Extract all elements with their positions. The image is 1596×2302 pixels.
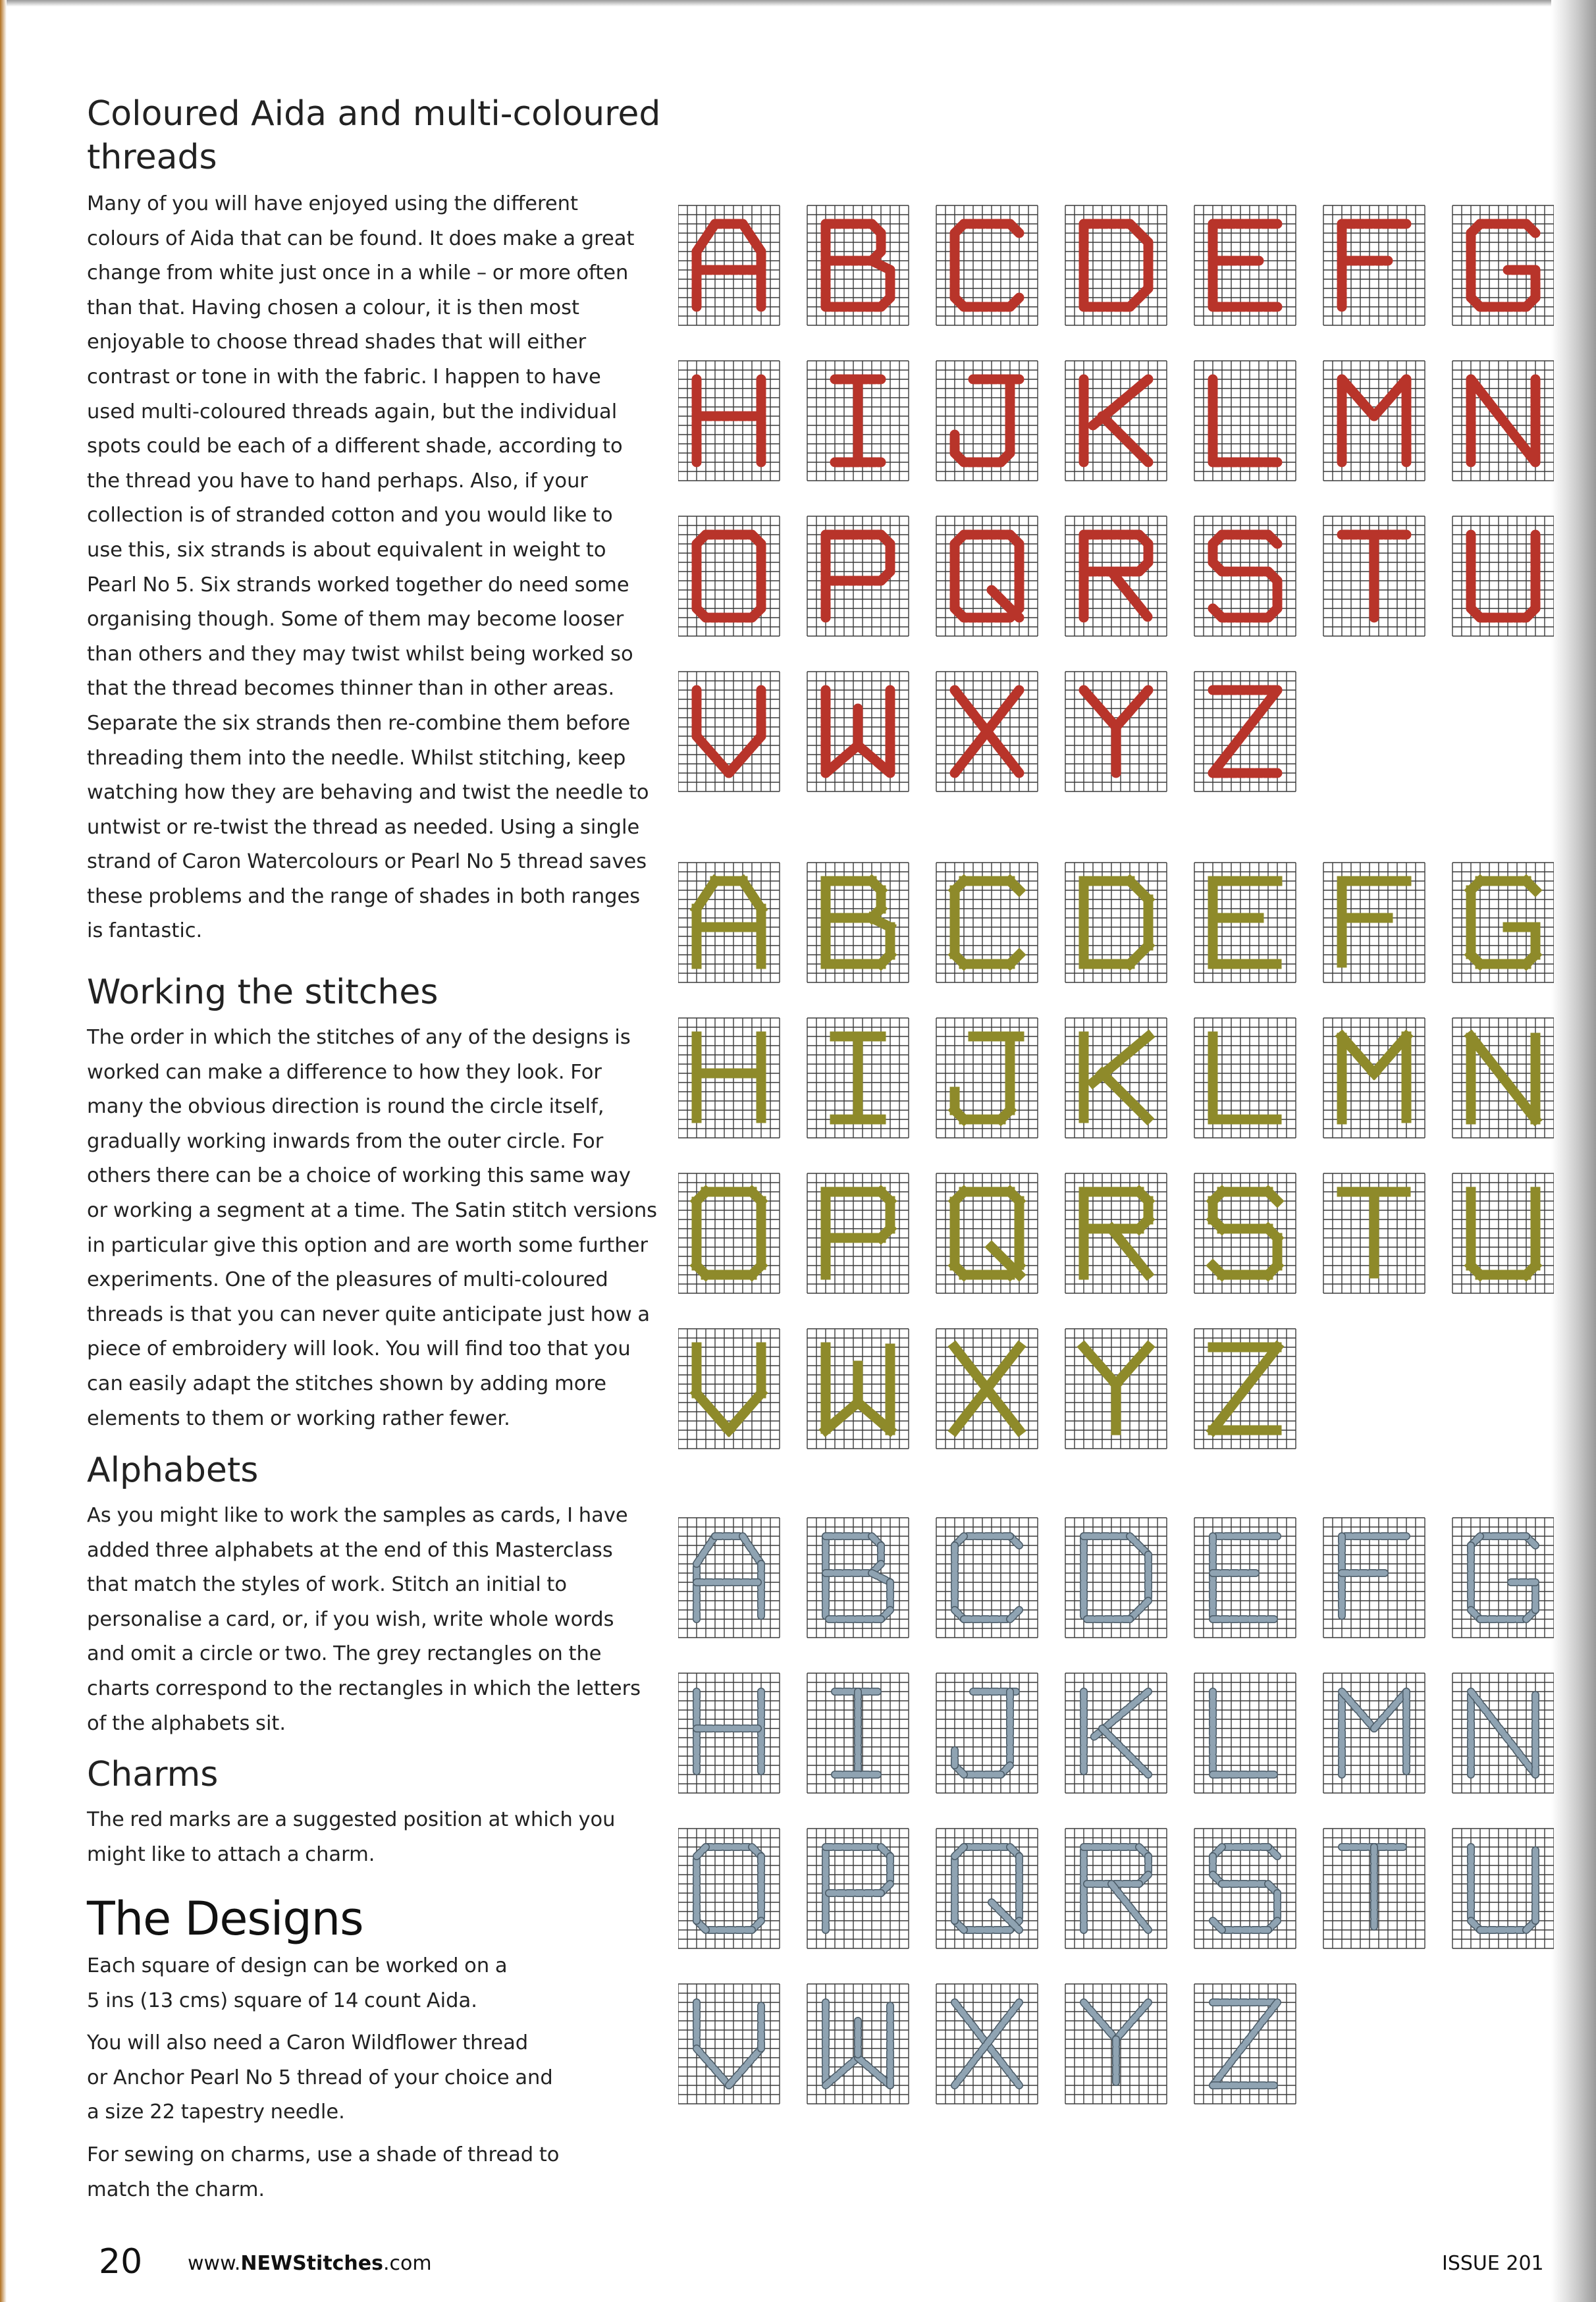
chart-letter-k [1065, 1673, 1167, 1793]
chart-letter-y [1065, 1329, 1167, 1449]
chart-letter-t [1323, 1173, 1425, 1293]
section-working-stitches [87, 971, 666, 1436]
body-line: piece of embroidery will look. You will find too that you [87, 1337, 631, 1361]
stitch-stroke [1213, 608, 1222, 618]
stitch-stroke [992, 1902, 1019, 1930]
designs-heading: The Designs [87, 1892, 363, 1946]
body-line: that match the styles of work. Stitch an initial to [87, 1573, 568, 1597]
chart-letter-p [807, 1829, 909, 1948]
chart-letter-o [678, 1829, 780, 1948]
chart-letter-j [936, 1673, 1038, 1793]
chart-letter-q [936, 1173, 1038, 1293]
chart-letter-u [1452, 516, 1554, 636]
body-line: spots could be each of a different shade, according to [87, 435, 623, 458]
chart-letter-r [1065, 1173, 1167, 1293]
chart-letter-r [1065, 516, 1167, 636]
section-body [87, 1803, 666, 1872]
url-suffix: .com [383, 2252, 432, 2275]
chart-letter-f [1323, 205, 1425, 325]
chart-letter-d [1065, 205, 1167, 325]
chart-letter-b [807, 1518, 909, 1638]
section-body [87, 1499, 666, 1741]
chart-letter-d [1065, 863, 1167, 982]
body-line: strand of Caron Watercolours or Pearl No 5 thread saves [87, 850, 647, 874]
section-heading: Working the stitches [87, 973, 439, 1012]
chart-letter-c [936, 863, 1038, 982]
chart-letter-l [1194, 1673, 1296, 1793]
section-the-designs [87, 1892, 666, 2207]
stitch-stroke [1102, 1728, 1148, 1775]
body-line: worked can make a difference to how they look. For [87, 1060, 602, 1084]
chart-letter-y [1065, 1984, 1167, 2104]
chart-letter-n [1452, 1018, 1554, 1138]
body-line: use this, six strands is about equivalent in weight to [87, 538, 606, 562]
body-line: match the charm. [87, 2178, 265, 2201]
body-line: in particular give this option and are worth some further [87, 1233, 648, 1257]
body-line: organising though. Some of them may become looser [87, 608, 624, 631]
stitch-stroke [955, 1192, 964, 1201]
chart-letter-d [1065, 1518, 1167, 1638]
section-body [87, 1021, 666, 1436]
chart-letter-k [1065, 361, 1167, 481]
stitch-stroke [955, 1847, 964, 1856]
chart-letter-f [1323, 863, 1425, 982]
url-brand: NEWStitches [240, 2252, 383, 2275]
chart-letter-x [936, 672, 1038, 791]
chart-letter-r [1065, 1829, 1167, 1948]
chart-letter-e [1194, 205, 1296, 325]
body-line: that the thread becomes thinner than in other areas. [87, 677, 615, 701]
chart-letter-a [678, 205, 780, 325]
body-line: threading them into the needle. Whilst stitching, keep [87, 746, 626, 770]
section-alphabets [87, 1449, 666, 1741]
stitch-stroke [697, 1192, 706, 1201]
chart-letter-v [678, 672, 780, 791]
section-body [87, 187, 666, 949]
body-line: threads is that you can never quite anticipate just how a [87, 1302, 651, 1326]
chart-letter-p [807, 516, 909, 636]
chart-letter-q [936, 516, 1038, 636]
chart-letter-h [678, 1018, 780, 1138]
body-line: or working a segment at a time. The Satin stitch versions [87, 1198, 658, 1222]
stitch-stroke [1010, 1610, 1019, 1619]
alphabet-charts [678, 191, 1554, 2133]
section-heading: Coloured Aida and multi-coloured threads [87, 94, 661, 177]
chart-letter-c [936, 1518, 1038, 1638]
chart-letter-g [1452, 863, 1554, 982]
body-line: is fantastic. [87, 919, 203, 943]
body-line: than others and they may twist whilst being worked so [87, 642, 633, 666]
chart-letter-m [1323, 1673, 1425, 1793]
body-line: collection is of stranded cotton and you would like to [87, 504, 613, 527]
page-left-edge [0, 0, 7, 2302]
body-line: The red marks are a suggested position at which you [87, 1808, 616, 1831]
stitch-stroke [1102, 416, 1148, 462]
body-line: Many of you will have enjoyed using the different [87, 192, 578, 215]
body-line: As you might like to work the samples as cards, I have [87, 1504, 628, 1527]
chart-letter-t [1323, 1829, 1425, 1948]
blue-chain-alphabet [678, 1518, 1554, 2104]
chart-letter-t [1323, 516, 1425, 636]
chart-letter-j [936, 1018, 1038, 1138]
designs-para-2 [87, 2026, 666, 2130]
chart-letter-w [807, 1984, 909, 2104]
chart-letter-z [1194, 672, 1296, 791]
chart-letter-i [807, 1018, 909, 1138]
body-line: a size 22 tapestry needle. [87, 2101, 345, 2124]
website-url [188, 2252, 432, 2275]
gold-satin-alphabet [678, 863, 1554, 1449]
body-line: Each square of design can be worked on a [87, 1954, 508, 1977]
chart-letter-x [936, 1329, 1038, 1449]
chart-letter-o [678, 516, 780, 636]
chart-letter-m [1323, 361, 1425, 481]
page-top-edge [0, 0, 1596, 7]
body-line: enjoyable to choose thread shades that will either [87, 331, 587, 354]
body-line: For sewing on charms, use a shade of thread to [87, 2143, 560, 2166]
chart-letter-g [1452, 205, 1554, 325]
chart-letter-m [1323, 1018, 1425, 1138]
chart-letter-k [1065, 1018, 1167, 1138]
body-line: used multi-coloured threads again, but the individual [87, 400, 618, 423]
chart-letter-c [936, 205, 1038, 325]
body-line: gradually working inwards from the outer circle. For [87, 1129, 604, 1153]
chart-letter-p [807, 1173, 909, 1293]
chart-letter-l [1194, 1018, 1296, 1138]
body-line: than that. Having chosen a colour, it is then most [87, 296, 580, 319]
body-line: of the alphabets sit. [87, 1711, 286, 1735]
chart-letter-x [936, 1984, 1038, 2104]
chart-letter-w [807, 672, 909, 791]
body-line: 5 ins (13 cms) square of 14 count Aida. [87, 1989, 477, 2012]
body-line: might like to attach a charm. [87, 1842, 375, 1866]
chart-letter-s [1194, 516, 1296, 636]
chart-letter-v [678, 1329, 780, 1449]
body-line: elements to them or working rather fewer. [87, 1406, 510, 1430]
page-binding-shadow [1551, 0, 1596, 2302]
section-coloured-aida [87, 92, 666, 949]
section-heading: Alphabets [87, 1451, 259, 1490]
chart-letter-h [678, 361, 780, 481]
chart-letter-a [678, 1518, 780, 1638]
chart-letter-a [678, 863, 780, 982]
issue-number: ISSUE 201 [1442, 2252, 1544, 2275]
chart-letter-b [807, 205, 909, 325]
chart-letter-o [678, 1173, 780, 1293]
section-heading: Charms [87, 1755, 219, 1794]
body-line: contrast or tone in with the fabric. I happen to have [87, 365, 601, 388]
body-line: many the obvious direction is round the circle itself, [87, 1095, 604, 1119]
body-line: others there can be a choice of working this same way [87, 1164, 631, 1188]
body-line: The order in which the stitches of any of the designs is [87, 1026, 631, 1049]
stitch-stroke [1102, 1073, 1148, 1119]
chart-letter-u [1452, 1173, 1554, 1293]
body-line: or Anchor Pearl No 5 thread of your choice and [87, 2066, 553, 2089]
stitch-stroke [1213, 1921, 1222, 1930]
chart-letter-s [1194, 1829, 1296, 1948]
chart-letter-i [807, 361, 909, 481]
stitch-stroke [1213, 1266, 1222, 1275]
chart-letter-u [1452, 1829, 1554, 1948]
body-line: the thread you have to hand perhaps. Also, if your [87, 469, 588, 493]
body-line: added three alphabets at the end of this Masterclass [87, 1538, 613, 1562]
body-line: experiments. One of the pleasures of multi-coloured [87, 1268, 608, 1292]
stitch-stroke [697, 535, 706, 544]
stitch-stroke [955, 535, 964, 544]
stitch-stroke [1010, 298, 1019, 307]
chart-letter-l [1194, 361, 1296, 481]
chart-letter-f [1323, 1518, 1425, 1638]
body-line: these problems and the range of shades in both ranges [87, 884, 641, 908]
chart-letter-w [807, 1329, 909, 1449]
chart-letter-i [807, 1673, 909, 1793]
designs-para-3 [87, 2138, 666, 2207]
chart-letter-v [678, 1984, 780, 2104]
chart-letter-b [807, 863, 909, 982]
chart-letter-g [1452, 1518, 1554, 1638]
body-line: untwist or re-twist the thread as needed. Using a single [87, 815, 640, 839]
chart-letter-s [1194, 1173, 1296, 1293]
chart-letter-q [936, 1829, 1038, 1948]
stitch-stroke [697, 1847, 706, 1856]
chart-letter-y [1065, 672, 1167, 791]
body-line: watching how they are behaving and twist the needle to [87, 781, 649, 805]
chart-letter-h [678, 1673, 780, 1793]
page-number: 20 [99, 2242, 143, 2282]
body-line: Pearl No 5. Six strands worked together do need some [87, 573, 629, 597]
body-line: change from white just once in a while – or more often [87, 261, 629, 285]
body-line: Separate the six strands then re-combine them before [87, 711, 631, 735]
chart-letter-n [1452, 361, 1554, 481]
chart-letter-z [1194, 1984, 1296, 2104]
section-charms [87, 1753, 666, 1872]
chart-letter-j [936, 361, 1038, 481]
chart-letter-e [1194, 863, 1296, 982]
body-line: can easily adapt the stitches shown by adding more [87, 1372, 606, 1395]
body-line: charts correspond to the rectangles in which the letters [87, 1676, 641, 1700]
body-line: colours of Aida that can be found. It does make a great [87, 227, 635, 250]
chart-letter-z [1194, 1329, 1296, 1449]
body-line: and omit a circle or two. The grey rectangles on the [87, 1642, 602, 1666]
url-prefix: www. [188, 2252, 241, 2275]
body-line: You will also need a Caron Wildflower thread [87, 2031, 529, 2055]
red-backstitch-alphabet [678, 205, 1554, 791]
stitch-stroke [1010, 955, 1019, 964]
chart-letter-n [1452, 1673, 1554, 1793]
designs-para-1 [87, 1949, 666, 2018]
body-line: personalise a card, or, if you wish, write whole words [87, 1607, 614, 1631]
chart-letter-e [1194, 1518, 1296, 1638]
